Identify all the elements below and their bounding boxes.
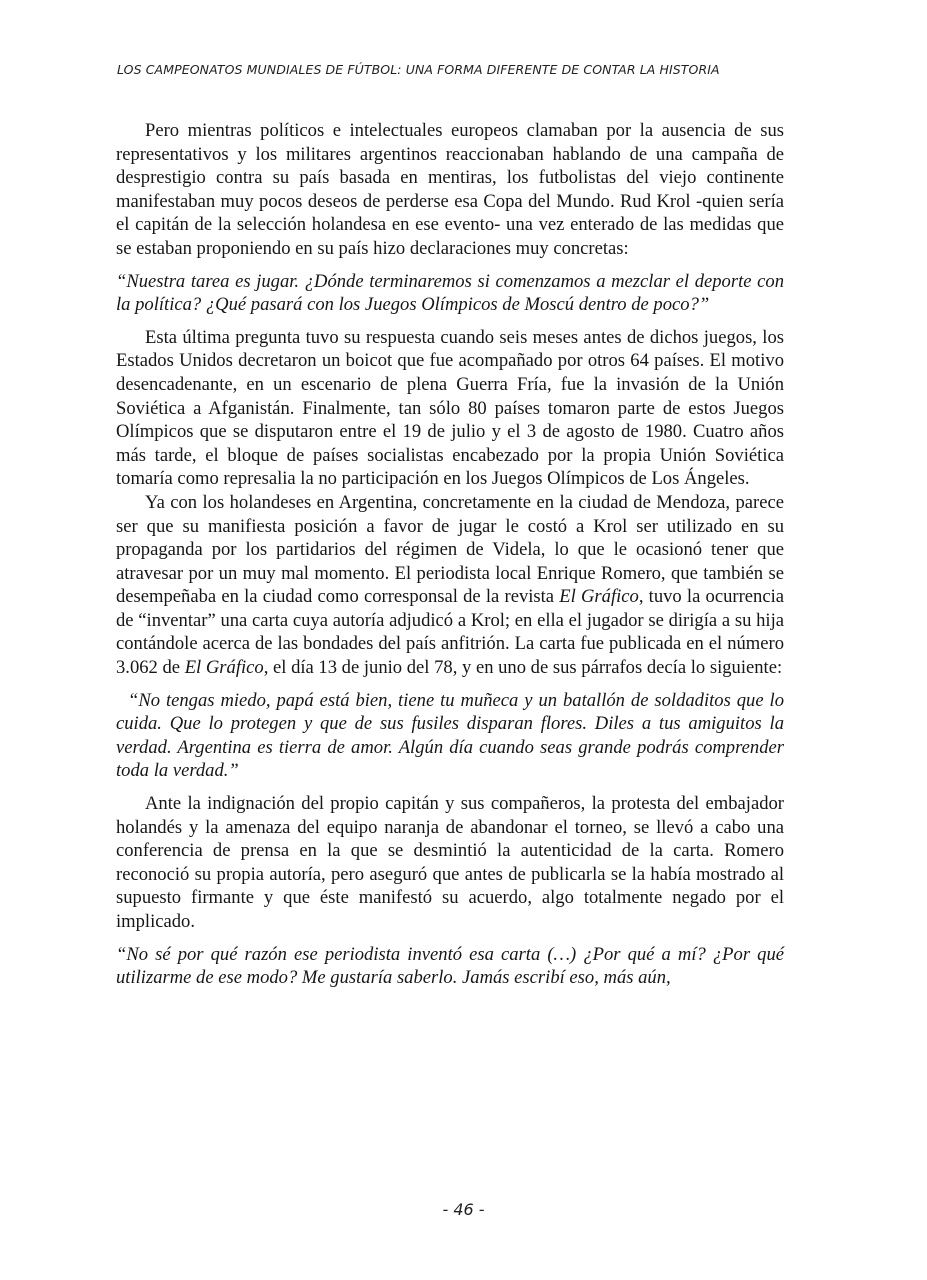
paragraph: Esta última pregunta tuvo su respuesta cuando seis meses antes de dichos juegos, los Estados Unidos decretaron un boicot que fue acompañado por otros 64 países. El motivo desencadenante, en un escenario de plena Guerra Fría, fue la invasión de la Unión Soviética a Afganistán. Finalmente, tan sólo 80 países tomaron parte de estos Juegos Olímpicos que se disputaron entre el 19 de julio y el 3 de agosto de 1980. Cuatro años más tarde, el bloque de países socialistas encabezado por la propia Unión Soviética tomaría como represalia la no participación en los Juegos Olímpicos de Los Ángeles. [116, 326, 784, 490]
magazine-title: El Gráfico [184, 657, 264, 679]
paragraph-text: , el día 13 de junio del 78, y en uno de sus párrafos decía lo siguiente: [263, 657, 783, 679]
running-header: LOS CAMPEONATOS MUNDIALES DE FÚTBOL: UNA FORMA DIFERENTE DE CONTAR LA HISTORIA [117, 62, 720, 77]
page-number: - 46 - [442, 1200, 485, 1219]
paragraph-text: , tuvo la ocurrencia de “inventar” una carta cuya autoría adjudicó a Krol; en ella el jugador se dirigía a su hija contándole acerca de las bondades del país anfitrión. La carta fue publicada en el número 3.062 de [116, 586, 784, 679]
page-body [116, 119, 784, 990]
quote: “No sé por qué razón ese periodista inventó esa carta (…) ¿Por qué a mí? ¿Por qué utilizarme de ese modo? Me gustaría saberlo. Jamás escribí eso, más aún, [116, 943, 784, 989]
paragraph: Ante la indignación del propio capitán y sus compañeros, la protesta del embajador holandés y la amenaza del equipo naranja de abandonar el torneo, se llevó a cabo una conferencia de prensa en la que se desmintió la autenticidad de la carta. Romero reconoció su propia autoría, pero aseguró que antes de publicarla se la había mostrado al supuesto firmante y que éste manifestó su acuerdo, algo totalmente negado por el implicado. [116, 793, 784, 932]
paragraph [116, 491, 784, 680]
paragraph-text: Ya con los holandeses en Argentina, concretamente en la ciudad de Mendoza, parece ser que su manifiesta posición a favor de jugar le costó a Krol ser utilizado en su propaganda por los partidarios del régimen de Videla, lo que le ocasionó tener que atravesar por un muy mal momento. El periodista local Enrique Romero, que también se desempeñaba en la ciudad como corresponsal de la revista [116, 491, 784, 608]
quote: “Nuestra tarea es jugar. ¿Dónde terminaremos si comenzamos a mezclar el deporte con la política? ¿Qué pasará con los Juegos Olímpicos de Moscú dentro de poco?” [116, 270, 784, 316]
quote: “No tengas miedo, papá está bien, tiene tu muñeca y un batallón de soldaditos que lo cuida. Que lo protegen y que de sus fusiles disparan flores. Diles a tus amiguitos la verdad. Argentina es tierra de amor. Algún día cuando seas grande podrás comprender toda la verdad.” [116, 689, 784, 782]
magazine-title: El Gráfico [559, 586, 639, 608]
paragraph: Pero mientras políticos e intelectuales europeos clamaban por la ausencia de sus representativos y los militares argentinos reaccionaban hablando de una campaña de desprestigio contra su país basada en mentiras, los futbolistas del viejo continente manifestaban muy pocos deseos de perderse esa Copa del Mundo. Rud Krol -quien sería el capitán de la selección holandesa en ese evento- una vez enterado de las medidas que se estaban proponiendo en su país hizo declaraciones muy concretas: [116, 120, 784, 259]
